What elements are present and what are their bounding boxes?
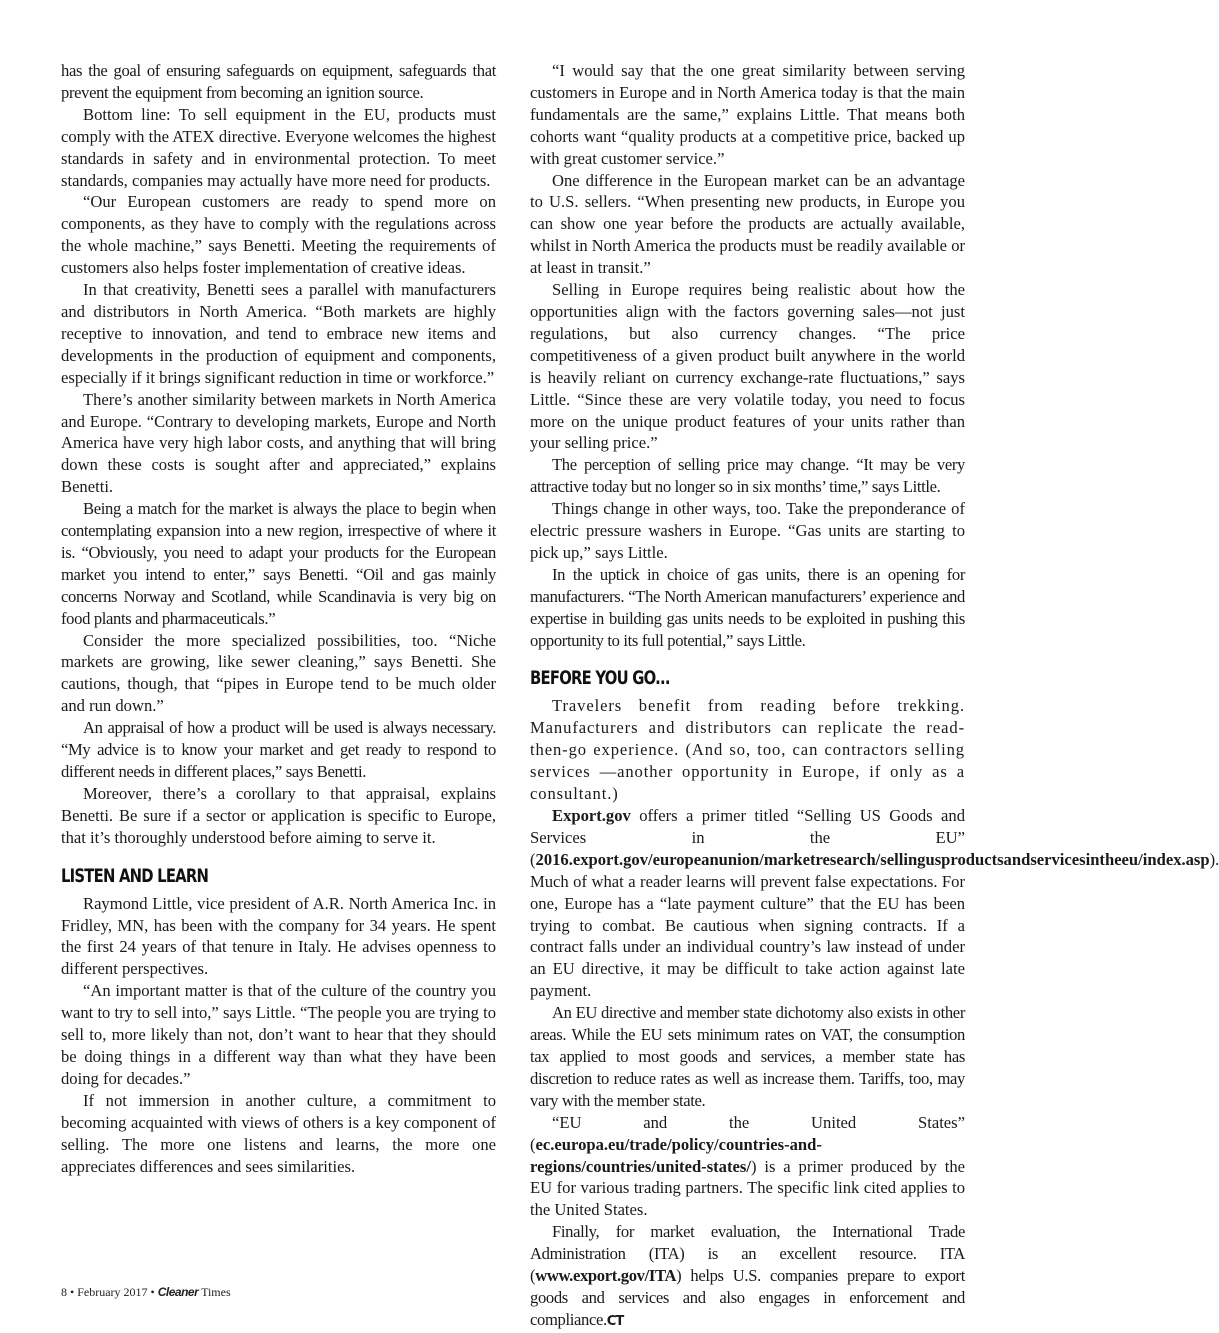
page-footer [61,1285,231,1300]
export-gov-link[interactable]: Export.gov [552,806,631,825]
paragraph [530,1221,965,1333]
paragraph-text: offers a primer titled “Selling US Goods and Services in the EU” ( [530,806,965,869]
export-gov-url-link[interactable]: 2016.export.gov/europeanunion/marketresearch/sellingusproductsandservicesintheeu/index.asp [535,849,1210,869]
paragraph-text: “EU and the United States” ( [530,1112,965,1154]
paragraph: An EU directive and member state dichotomy also exists in other areas. While the EU sets minimum rates on VAT, the consumption tax applied to most goods and services, a member state has discretion to reduce rates as well as increase them. Tariffs, too, may vary with the member state. [530,1003,965,1110]
paragraph-text: ) helps U.S. companies prepare to export goods and services and also engages in enforcement and compliance. [530,1266,965,1329]
paragraph-text: ). Much of what a reader learns will prevent false expectations. For one, Europe has a “late payment culture” that the EU has been trying to combat. Be cautious when signing contracts. If a contract falls under an individual country’s law instead of under an EU directive, it may be difficult to take action against late payment. [530,849,1219,1001]
footer-separator: • [150,1285,155,1299]
section-heading-listen-and-learn: LISTEN AND LEARN [61,864,209,887]
paragraph: Travelers benefit from reading before trekking. Manufacturers and distributors can replicate the read-then-go experience. (And so, too, can contractors selling services —another opportunity in Europe, if only as a consultant.) [530,696,965,804]
paragraph: In the uptick in choice of gas units, there is an opening for manufacturers. “The North American manufacturers’ experience and expertise in building gas units needs to be exploited in pushing this opportunity to its full potential,” says Little. [530,564,965,650]
paragraph: Moreover, there’s a corollary to that appraisal, explains Benetti. Be sure if a sector or application is specific to Europe, that it’s thoroughly understood before aiming to serve it. [61,783,496,847]
section-heading-before-you-go: BEFORE YOU GO... [530,667,670,690]
paragraph: In that creativity, Benetti sees a parallel with manufacturers and distributors in North America. “Both markets are highly receptive to innovation, and tend to embrace new items and developments in the production of equipment and components, especially if it brings significant reduction in time or workforce.” [61,280,496,387]
paragraph [530,805,1219,1002]
paragraph: Being a match for the market is always the place to begin when contemplating expansion into a new region, irrespective of where it is. “Obviously, you need to adapt your products for the European market you intend to enter,” says Benetti. “Oil and gas mainly concerns Norway and Scotland, while Scandinavia is very big on food plants and pharmaceuticals.” [61,499,496,628]
ita-url-link[interactable]: www.export.gov/ITA [535,1266,677,1286]
paragraph: Consider the more specialized possibilities, too. “Niche markets are growing, like sewer cleaning,” says Benetti. She cautions, though, that “pipes in Europe tend to be much older and run down.” [61,630,496,716]
paragraph-text: Finally, for market evaluation, the International Trade Administration (ITA) is an excellent resource. ITA ( [530,1222,965,1286]
paragraph: Raymond Little, vice president of A.R. North America Inc. in Fridley, MN, has been with the company for 34 years. He spent the first 24 years of that tenure in Italy. He advises openness to different perspectives. [61,893,496,979]
magazine-brand-suffix: Times [201,1285,231,1299]
paragraph: has the goal of ensuring safeguards on equipment, safeguards that prevent the equipment from becoming an ignition source. [61,61,496,102]
paragraph: “I would say that the one great similarity between serving customers in Europe and in North America today is that the main fundamentals are the same,” explains Little. That means both cohorts want “quality products at a competitive price, backed up with great customer service.” [530,61,965,168]
paragraph-text: ) is a primer produced by the EU for various trading partners. The specific link cited applies to the United States. [530,1156,965,1220]
paragraph: “An important matter is that of the culture of the country you want to try to sell into,” says Little. “The people you are trying to sell to, more likely than not, don’t want to hear that they should be doing things in a different way than what they have been doing for decades.” [61,981,496,1088]
paragraph: Things change in other ways, too. Take the preponderance of electric pressure washers in Europe. “Gas units are starting to pick up,” says Little. [530,499,965,562]
paragraph: If not immersion in another culture, a commitment to becoming acquainted with views of others is a key component of selling. The more one listens and learns, the more one appreciates differences and sees similarities. [61,1090,496,1176]
ec-europa-url-link[interactable]: ec.europa.eu/trade/policy/countries-and-regions/countries/united-states/ [530,1134,822,1176]
paragraph [530,1112,965,1222]
paragraph: “Our European customers are ready to spend more on components, as they have to comply with the regulations across the whole machine,” says Benetti. Meeting the requirements of customers also helps foster implementation of creative ideas. [61,192,496,278]
paragraph: One difference in the European market can be an advantage to U.S. sellers. “When presenting new products, in Europe you can show one year before the products are actually available, whilst in North America the products must be readily available or at least in transit.” [530,170,966,278]
page-number: 8 [61,1285,67,1299]
issue-date: February 2017 [77,1285,148,1299]
paragraph: Bottom line: To sell equipment in the EU, products must comply with the ATEX directive. Everyone welcomes the highest standards in safety and in environmental protection. To meet standards, companies may actually have more need for products. [61,104,496,190]
end-mark: CT [606,1313,624,1329]
paragraph: Selling in Europe requires being realistic about how the opportunities align with the factors governing sales—not just regulations, but also currency changes. “The price competitiveness of a given product built anywhere in the world is heavily reliant on currency exchange-rate fluctuations,” says Little. “Since these are very volatile today, you need to focus more on the unique product features of your units rather than your selling price.” [530,280,965,453]
left-column [61,60,496,1177]
magazine-brand: Cleaner [157,1285,199,1299]
footer-separator: • [70,1285,75,1299]
paragraph: The perception of selling price may change. “It may be very attractive today but no longer so in six months’ time,” says Little. [530,455,965,497]
right-column [530,60,1219,1333]
paragraph: An appraisal of how a product will be used is always necessary. “My advice is to know your market and get ready to respond to different needs in different places,” says Benetti. [61,718,496,781]
paragraph: There’s another similarity between markets in North America and Europe. “Contrary to developing markets, Europe and North America have very high labor costs, and anything that will bring down these costs is sought after and appreciated,” explains Benetti. [61,389,496,497]
